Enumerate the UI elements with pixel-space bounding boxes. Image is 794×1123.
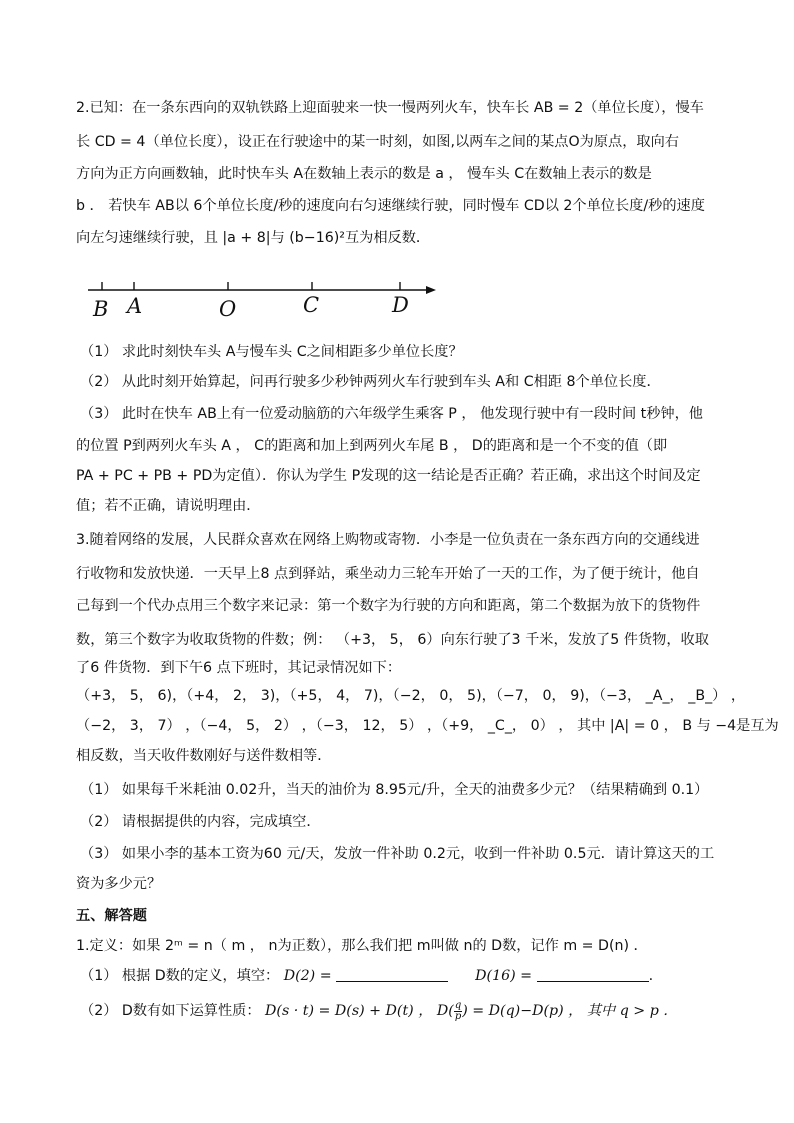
q3-sub-3-line-1: （3） 如果小李的基本工资为60 元/天，发放一件补助 0.2元，收到一件补助 0.5元．请计算这天的工 — [80, 846, 715, 862]
d16-label: D(16) = — [475, 968, 533, 984]
number-line-figure — [80, 276, 440, 324]
q2-text-line-2: 长 CD = 4（单位长度），设正在行驶途中的某一时刻，如图,以两车之间的某点O为原点，取向右 — [76, 134, 679, 150]
q3-text-line-4: 数，第三个数字为收取货物的件数；例： （+3， 5， 6）向东行驶了3 千米，发放了5 件货物，收取 — [76, 632, 709, 648]
d-number-definition: 1.定义：如果 2ᵐ = n（ m ， n为正数），那么我们把 m叫做 n的 D数，记作 m = D(n) ． — [76, 938, 648, 954]
fraction-q-over-p — [454, 1001, 462, 1022]
label-d: D — [392, 293, 409, 317]
q3-text-line-2: 行收物和发放快递．一天早上8 点到驿站，乘坐动力三轮车开始了一天的工作，为了便于统计，他自 — [76, 566, 700, 582]
q2-sub-3-line-2: 的位置 P到两列火车头 A ， C的距离和加上到两列火车尾 B ， D的距离和是一个不变的值（即 — [76, 438, 668, 454]
rule-quotient-rest: ) = D(q)−D(p) ， 其中 q > p ． — [462, 1003, 678, 1019]
fraction-denominator: p — [454, 1010, 462, 1022]
q2-sub-2: （2） 从此时刻开始算起，问再行驶多少秒钟两列火车行驶到车头 A和 C相距 8个单位长度． — [80, 374, 661, 390]
q2-sub-3-line-1: （3） 此时在快车 AB上有一位爱动脑筋的六年级学生乘客 P ， 他发现行驶中有一段时间 t秒钟，他 — [80, 406, 703, 422]
q2-text-line-3: 方向为正方向画数轴，此时快车头 A在数轴上表示的数是 a ， 慢车头 C在数轴上表示的数是 — [76, 166, 652, 182]
arrow-head-icon — [426, 286, 436, 294]
q3-records-line-1: （+3， 5， 6)，（+4， 2， 3)，（+5， 4， 7)，（−2， 0， 5)，（−7， 0， 9)，（−3， _A_， _B_） ， — [76, 688, 746, 704]
d-number-sub-1 — [80, 966, 653, 986]
q3-records-line-2: （−2， 3， 7） ，（−4， 5， 2） ，（−3， 12， 5） ，（+9， _C_， 0） ， 其中 |A| = 0 ， B 与 −4是互为 — [76, 718, 779, 734]
label-a: A — [127, 294, 143, 318]
q2-text-line-4: b ． 若快车 AB以 6个单位长度/秒的速度向右匀速继续行驶，同时慢车 CD以 2个单位长度/秒的速度 — [76, 198, 705, 214]
q2-text-line-1: 2.已知：在一条东西向的双轨铁路上迎面驶来一快一慢两列火车，快车长 AB = 2（单位长度），慢车 — [76, 100, 704, 116]
q3-text-line-1: 3.随着网络的发展，人民群众喜欢在网络上购物或寄物．小李是一位负责在一条东西方向的交通线进 — [76, 532, 700, 548]
q3-sub-2: （2） 请根据提供的内容，完成填空． — [80, 814, 321, 830]
d16-answer-blank[interactable] — [537, 967, 649, 982]
rule-quotient-open: D( — [436, 1003, 454, 1019]
d2-answer-blank[interactable] — [336, 967, 448, 982]
d-number-sub-2 — [80, 998, 677, 1024]
q2-sub-1: （1） 求此时刻快车头 A与慢车头 C之间相距多少单位长度？ — [80, 344, 463, 360]
section-heading: 五、解答题 — [76, 908, 147, 924]
q3-sub-1: （1） 如果每千米耗油 0.02升，当天的油价为 8.95元/升，全天的油费多少元？（结果精确到 0.1） — [80, 782, 709, 798]
label-c: C — [303, 293, 320, 317]
q3-sub-3-line-2: 资为多少元？ — [76, 876, 162, 892]
sub-2-prefix: （2） D数有如下运算性质： — [80, 1003, 261, 1019]
q3-text-line-3: 己每到一个代办点用三个数字来记录：第一个数字为行驶的方向和距离，第二个数据为放下的货物件 — [76, 598, 701, 614]
sub-1-prefix: （1） 根据 D数的定义，填空： — [80, 968, 280, 984]
rule-product: D(s · t) = D(s) + D(t) ， — [265, 1003, 433, 1019]
q2-sub-3-line-4: 值；若不正确，请说明理由． — [76, 498, 261, 514]
label-b: B — [93, 297, 109, 321]
q3-text-line-5: 了6 件货物．到下午6 点下班时，其记录情况如下： — [76, 660, 402, 676]
label-o: O — [219, 297, 237, 321]
d2-label: D(2) = — [283, 968, 332, 984]
fraction-numerator: q — [454, 999, 462, 1011]
q2-text-line-5: 向左匀速继续行驶，且 |a + 8|与 (b−16)²互为相反数． — [76, 230, 431, 246]
sub-1-end: . — [648, 968, 654, 984]
q2-sub-3-line-3: PA + PC + PB + PD为定值）．你认为学生 P发现的这一结论是否正确？若正确，求出这个时间及定 — [76, 468, 701, 484]
q3-text-line-6: 相反数，当天收件数刚好与送件数相等． — [76, 748, 332, 764]
